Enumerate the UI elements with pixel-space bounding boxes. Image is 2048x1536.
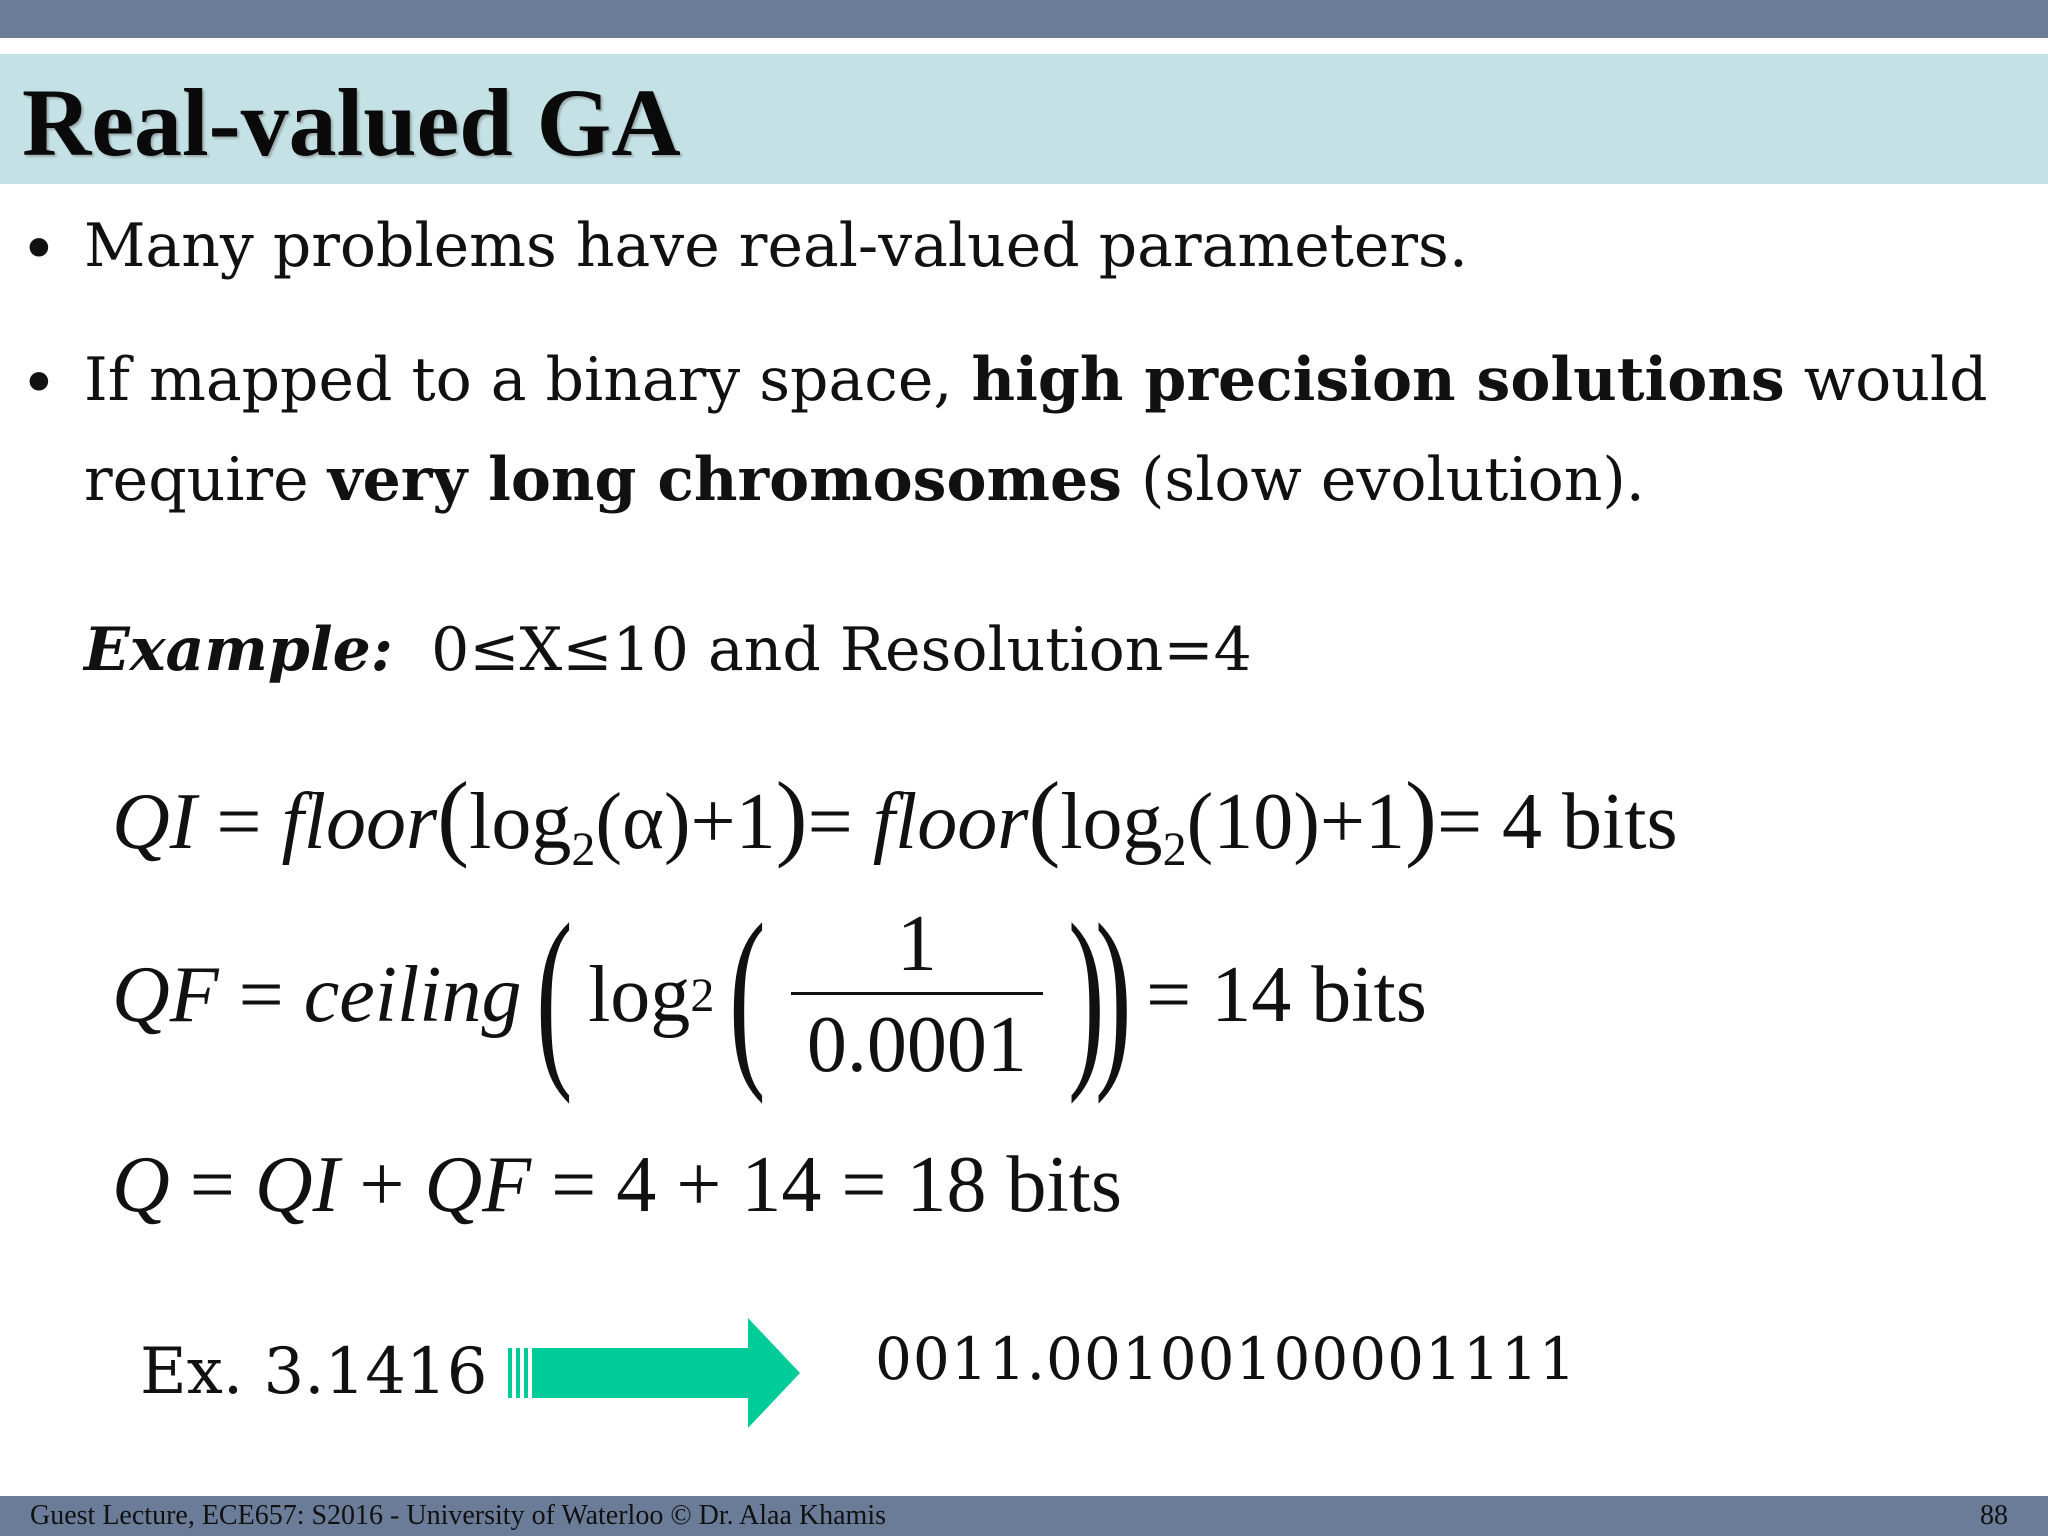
equation-qf [112, 885, 1427, 1105]
slide-title: Real-valued GA [22, 69, 681, 176]
qf-lhs: QF [112, 950, 219, 1039]
bullet-text-1: Many problems have real-valued parameters. [84, 211, 1468, 281]
qf-fraction [791, 896, 1043, 1095]
page-number: 88 [1980, 1500, 2008, 1531]
qf-denominator: 0.0001 [791, 992, 1043, 1095]
q-rhs: = 4 + 14 = 18 bits [551, 1141, 1123, 1229]
q-term-2: QF [424, 1141, 532, 1229]
qi-arg: (α) [595, 778, 691, 866]
example-text: 0≤X≤10 and Resolution=4 [431, 615, 1252, 685]
qi-base-2: 2 [1162, 823, 1187, 876]
qf-close-paren: ) [1094, 884, 1132, 1105]
qi-fn: floor [281, 778, 438, 866]
qf-fn: ceiling [303, 950, 522, 1039]
qi-open-2: ( [1028, 762, 1061, 869]
qf-numerator: 1 [896, 899, 937, 988]
equation-q [112, 1140, 1122, 1231]
conversion-output: 0011.00100100001111 [875, 1325, 1577, 1393]
q-term-1: QI [254, 1141, 340, 1229]
qi-lhs: QI [112, 778, 197, 866]
right-arrow-icon [508, 1318, 808, 1428]
qi-plus: +1 [690, 778, 776, 866]
qf-eq: = [238, 950, 284, 1039]
qi-open: ( [437, 762, 470, 869]
top-bar [0, 0, 2048, 38]
example-label: Example: [84, 615, 393, 685]
example-line [84, 610, 1252, 690]
qi-plus-2: +1 [1319, 778, 1405, 866]
qf-open-paren-inner: ( [729, 884, 766, 1105]
qi-result: = 4 bits [1436, 778, 1678, 866]
qi-log-2: log [1060, 778, 1163, 866]
qi-close: ) [775, 762, 808, 869]
bullet-2-pre: If mapped to a binary space, [84, 345, 972, 415]
q-plus: + [359, 1141, 405, 1229]
qi-log: log [469, 778, 572, 866]
equation-qi [112, 760, 1678, 877]
conversion-input: Ex. 3.1416 [140, 1335, 488, 1409]
qi-fn-2: floor [872, 778, 1029, 866]
qf-open-paren: ( [536, 884, 574, 1105]
qf-base: 2 [690, 968, 715, 1022]
bullet-marker: • [20, 347, 58, 421]
footer-text: Guest Lecture, ECE657: S2016 - University of Waterloo © Dr. Alaa Khamis [30, 1500, 887, 1531]
qi-arg-2: (10) [1186, 778, 1320, 866]
bullet-2-bold-1: high precision solutions [971, 345, 1785, 415]
qi-base: 2 [571, 823, 596, 876]
qf-log: log [588, 950, 691, 1039]
q-lhs: Q [112, 1141, 170, 1229]
bullet-text-2 [84, 330, 2024, 530]
qf-close-paren-inner: ) [1067, 884, 1105, 1105]
qi-eq: = [216, 778, 262, 866]
qf-result: = 14 bits [1146, 950, 1427, 1039]
qi-eq-2: = [807, 778, 853, 866]
bullet-2-post: (slow evolution). [1121, 445, 1645, 515]
bullet-2-bold-2: very long chromosomes [327, 445, 1122, 515]
bullet-2-mid: would require [84, 345, 1988, 515]
qi-close-2: ) [1404, 762, 1437, 869]
q-eq: = [189, 1141, 235, 1229]
bullet-marker: • [20, 213, 58, 287]
